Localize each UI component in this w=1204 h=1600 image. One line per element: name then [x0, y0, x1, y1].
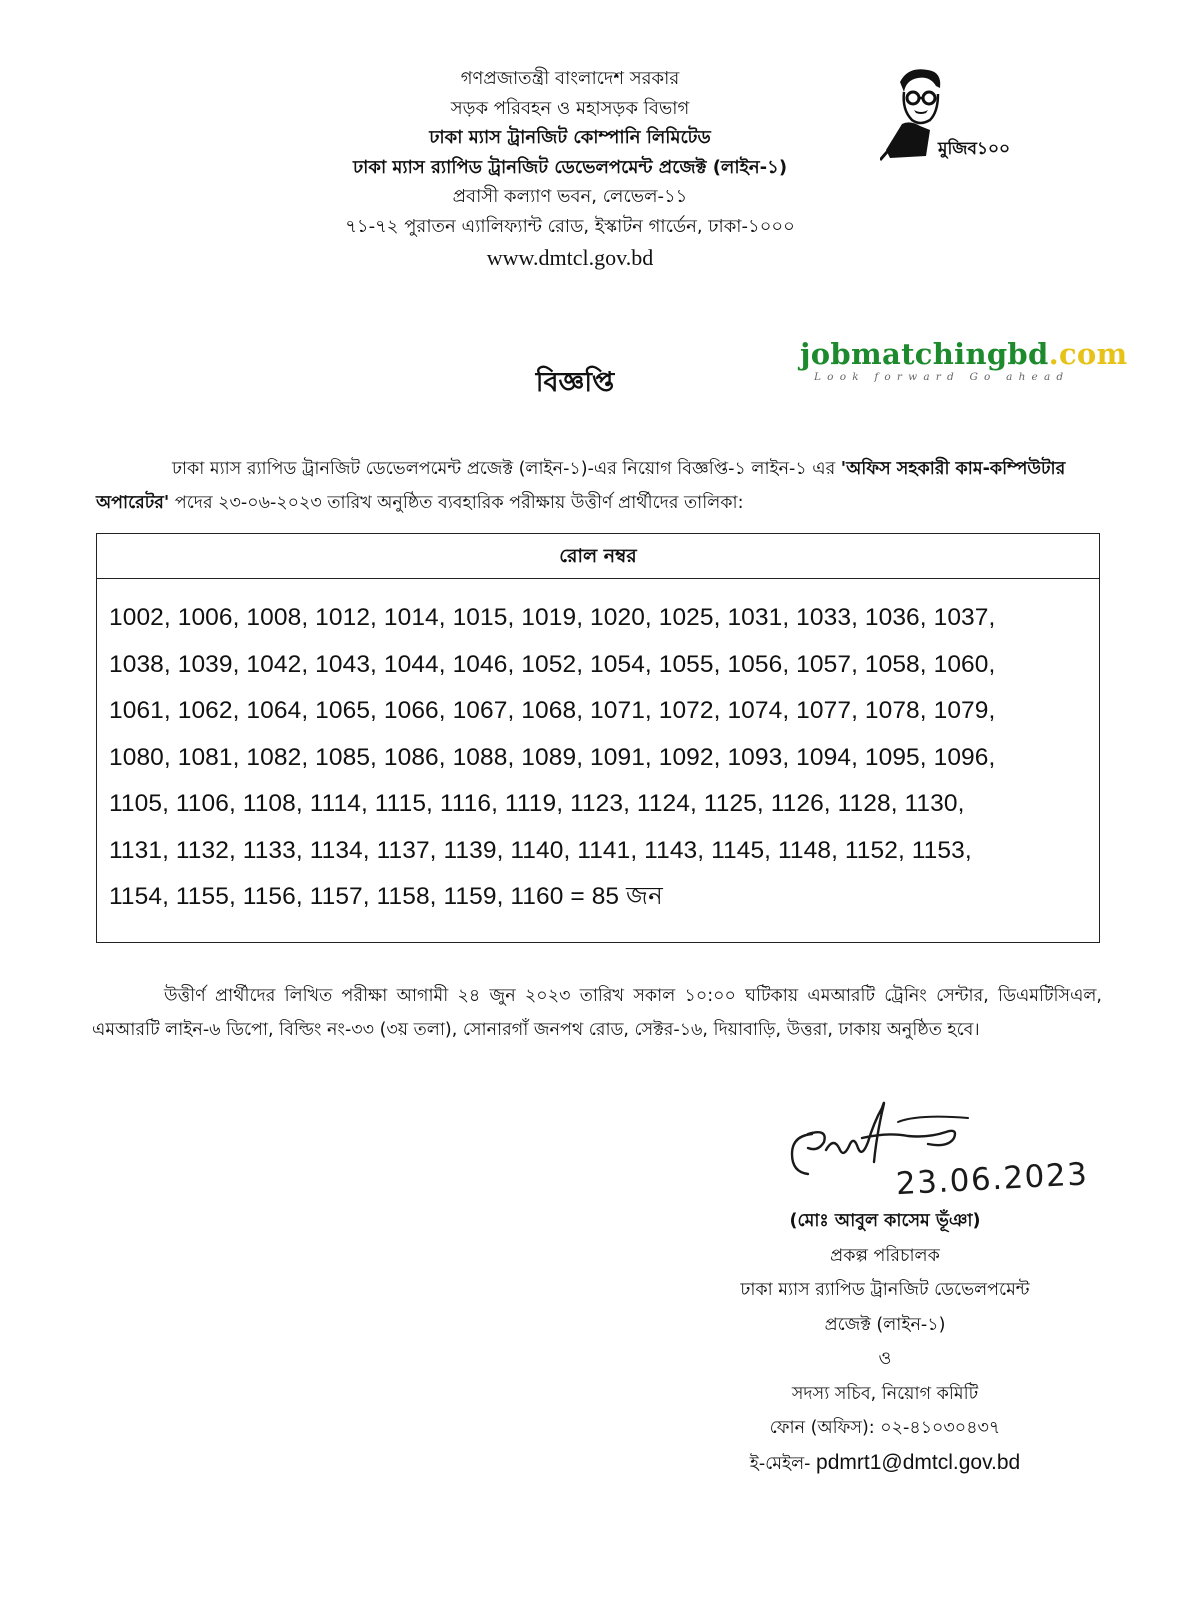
intro-text-1: ঢাকা ম্যাস র‍্যাপিড ট্রানজিট ডেভেলপমেন্ট প্রজেক্ট (লাইন-১)-এর নিয়োগ বিজ্ঞপ্তি-১ লাইন-১ এর: [172, 459, 841, 479]
portrait-emblem-icon: [880, 64, 1012, 164]
mujib100-emblem: [880, 64, 1012, 164]
table-header: রোল নম্বর: [97, 534, 1099, 579]
roll-row: 1105, 1106, 1108, 1114, 1115, 1116, 1119, 1123, 1124, 1125, 1126, 1128, 1130,: [109, 790, 965, 817]
signatory-project-line2: প্রজেক্ট (লাইন-১): [824, 1314, 946, 1335]
letterhead: [250, 64, 890, 273]
signatory-conjunction: ও: [878, 1349, 892, 1369]
emblem-caption: মুজিব১০০: [938, 139, 1011, 159]
company-name: ঢাকা ম্যাস ট্রানজিট কোম্পানি লিমিটেড: [429, 127, 711, 148]
signatory-block: [700, 1204, 1070, 1481]
watermark-logo: [800, 337, 1128, 371]
exam-notice-paragraph: উত্তীর্ণ প্রার্থীদের লিখিত পরীক্ষা আগামী ২৪ জুন ২০২৩ তারিখ সকাল ১০:০০ ঘটিকায় এমআরটি ট্রেনিং সেন্টার, ডিএমটিসিএল, এমআরটি লাইন-৬ ডিপো, বিল্ডিং নং-৩৩ (৩য় তলা), সোনারগাঁ জনপথ রোড, সেক্টর-১৬, দিয়াবাড়ি, উত্তরা, ঢাকায় অনুষ্ঠিত হবে।: [92, 986, 1102, 1040]
roll-row: 1038, 1039, 1042, 1043, 1044, 1046, 1052, 1054, 1055, 1056, 1057, 1058, 1060,: [109, 650, 996, 678]
signature-mark: [778, 1092, 1118, 1202]
watermark-main: jobmatchingbd: [800, 337, 1049, 371]
roll-number-table: [96, 533, 1100, 943]
roll-row: 1154, 1155, 1156, 1157, 1158, 1159, 1160 = 85 জন: [109, 883, 663, 910]
government-name: গণপ্রজাতন্ত্রী বাংলাদেশ সরকার: [460, 68, 680, 89]
email-link[interactable]: pdmrt1@dmtcl.gov.bd: [816, 1450, 1021, 1474]
roll-row: 1002, 1006, 1008, 1012, 1014, 1015, 1019, 1020, 1025, 1031, 1033, 1036, 1037,: [109, 604, 996, 631]
intro-text-2: পদের ২৩-০৬-২০২৩ তারিখ অনুষ্ঠিত ব্যবহারিক পরীক্ষায় উত্তীর্ণ প্রার্থীদের তালিকা:: [169, 493, 744, 513]
roll-row: 1061, 1062, 1064, 1065, 1066, 1067, 1068, 1071, 1072, 1074, 1077, 1078, 1079,: [109, 697, 996, 724]
signatory-designation: প্রকল্প পরিচালক: [830, 1245, 940, 1266]
notice-title: বিজ্ঞপ্তি: [535, 367, 615, 398]
intro-paragraph: [96, 452, 1102, 520]
roll-row: 1131, 1132, 1133, 1134, 1137, 1139, 1140, 1141, 1143, 1145, 1148, 1152, 1153,: [109, 836, 972, 864]
office-building: প্রবাসী কল্যাণ ভবন, লেভেল-১১: [452, 186, 688, 207]
table-body: [97, 579, 1099, 921]
email-label: ই-মেইল-: [749, 1453, 817, 1474]
signatory-name: (মোঃ আবুল কাসেম ভূঁঞা): [789, 1211, 981, 1231]
handwritten-signature: [778, 1092, 1118, 1202]
signatory-project-line1: ঢাকা ম্যাস র‍্যাপিড ট্রানজিট ডেভেলপমেন্ট: [740, 1280, 1030, 1300]
signature-date: 23.06.2023: [895, 1156, 1090, 1202]
watermark-tld: .com: [1048, 337, 1128, 371]
division-name: সড়ক পরিবহন ও মহাসড়ক বিভাগ: [450, 97, 690, 119]
office-address: ৭১-৭২ পুরাতন এ্যালিফ্যান্ট রোড, ইস্কাটন গার্ডেন, ঢাকা-১০০০: [345, 215, 795, 237]
post-name: 'অফিস সহকারী কাম-কম্পিউটার অপারেটর': [96, 459, 1066, 513]
roll-row: 1080, 1081, 1082, 1085, 1086, 1088, 1089, 1091, 1092, 1093, 1094, 1095, 1096,: [109, 743, 996, 771]
watermark-tagline: Look forward Go ahead: [814, 371, 1070, 383]
contact-email: [700, 1446, 1070, 1482]
office-phone: ফোন (অফিস): ০২-৪১০৩০৪৩৭: [769, 1418, 1001, 1438]
signatory-member: সদস্য সচিব, নিয়োগ কমিটি: [791, 1383, 979, 1404]
project-name: ঢাকা ম্যাস র‍্যাপিড ট্রানজিট ডেভেলপমেন্ট প্রজেক্ট (লাইন-১): [352, 156, 788, 178]
website-link[interactable]: www.dmtcl.gov.bd: [486, 245, 654, 270]
site-watermark: [800, 337, 1128, 385]
